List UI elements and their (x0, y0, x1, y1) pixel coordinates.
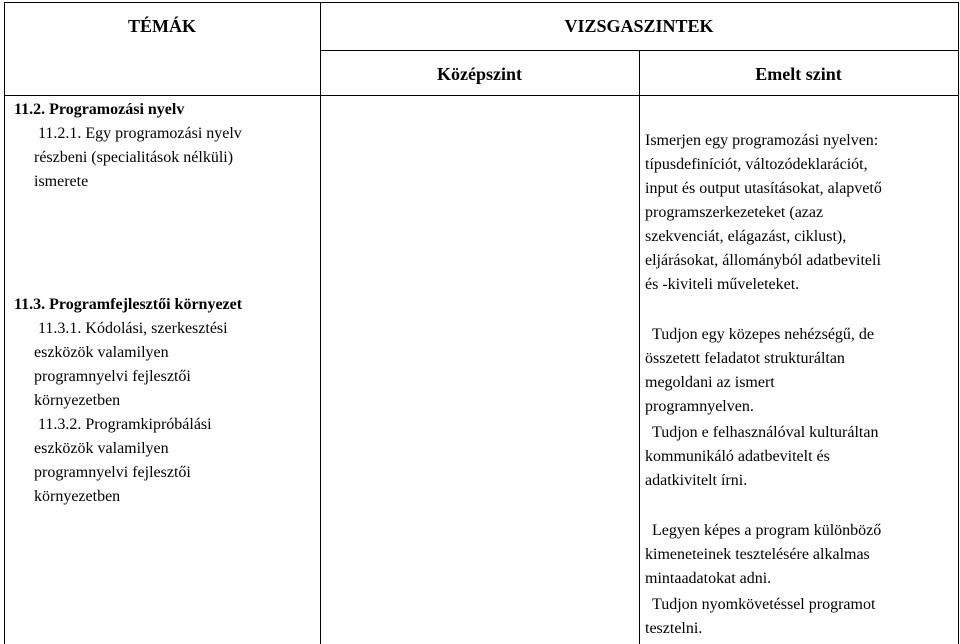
table-right-border (958, 2, 959, 644)
subtopic-line: 11.2.1. Egy programozási nyelv (38, 125, 242, 142)
exam-levels-header: VIZSGASZINTEK (564, 16, 714, 36)
subtopic-line: 11.3.2. Programkipróbálási (38, 416, 212, 433)
requirement-line: eljárásokat, állományból adatbeviteli (645, 252, 881, 269)
advanced-requirement-4 (645, 519, 955, 591)
topics-column-divider (320, 2, 321, 644)
subtopic-line: eszközök valamilyen (34, 344, 169, 361)
requirement-line: kommunikáló adatbevitelt és (645, 448, 830, 465)
requirement-line: tesztelni. (645, 620, 703, 637)
requirement-line: adatkivitelt írni. (645, 472, 748, 489)
requirement-line: megoldani az ismert (645, 374, 775, 391)
advanced-requirement-5 (645, 593, 955, 641)
requirement-line: programszerkezeteket (azaz (645, 204, 824, 221)
advanced-requirement-2 (645, 323, 955, 419)
requirement-line: input és output utasításokat, alapvető (645, 180, 882, 197)
subtopic-line: eszközök valamilyen (34, 440, 169, 457)
requirement-line: mintaadatokat adni. (645, 570, 772, 587)
requirement-line: programnyelven. (645, 398, 754, 415)
table-top-border (4, 2, 959, 3)
requirement-line: Tudjon nyomkövetéssel programot (652, 596, 876, 613)
requirement-line: kimeneteinek tesztelésére alkalmas (645, 546, 870, 563)
mid-level-header: Középszint (437, 64, 522, 84)
requirement-line: Tudjon egy közepes nehézségű, de (652, 326, 875, 343)
subtopic-line: 11.3.1. Kódolási, szerkesztési (38, 320, 228, 337)
subtopic-line: részbeni (specialitások nélküli) (34, 149, 234, 166)
subtopic-line: programnyelvi fejlesztői (34, 464, 191, 481)
requirement-line: Ismerjen egy programozási nyelven: (645, 132, 879, 149)
advanced-requirement-1 (645, 129, 955, 297)
subtopic-line: programnyelvi fejlesztői (34, 368, 191, 385)
requirement-line: és -kiviteli műveleteket. (645, 276, 800, 293)
requirement-line: Legyen képes a program különböző (652, 522, 882, 539)
topics-header: TÉMÁK (127, 16, 196, 36)
subtopic-line: ismerete (34, 173, 89, 190)
advanced-requirement-3 (645, 421, 955, 493)
topics-cell (14, 98, 314, 194)
requirement-line: szekvenciát, elágazást, ciklust), (645, 228, 847, 245)
topics-cell (14, 293, 314, 509)
requirement-line: típusdefiníciót, változódeklarációt, (645, 156, 868, 173)
requirement-line: Tudjon e felhasználóval kulturáltan (652, 424, 879, 441)
table-left-border (4, 2, 5, 644)
subtopic-line: környezetben (34, 488, 121, 505)
topic-title: 11.3. Programfejlesztői környezet (14, 296, 243, 313)
subtopic-line: környezetben (34, 392, 121, 409)
advanced-level-header: Emelt szint (755, 64, 842, 84)
level-column-divider (639, 50, 640, 644)
header-bottom-border (4, 95, 959, 96)
topic-title: 11.2. Programozási nyelv (14, 101, 185, 118)
requirement-line: összetett feladatot strukturáltan (645, 350, 845, 367)
